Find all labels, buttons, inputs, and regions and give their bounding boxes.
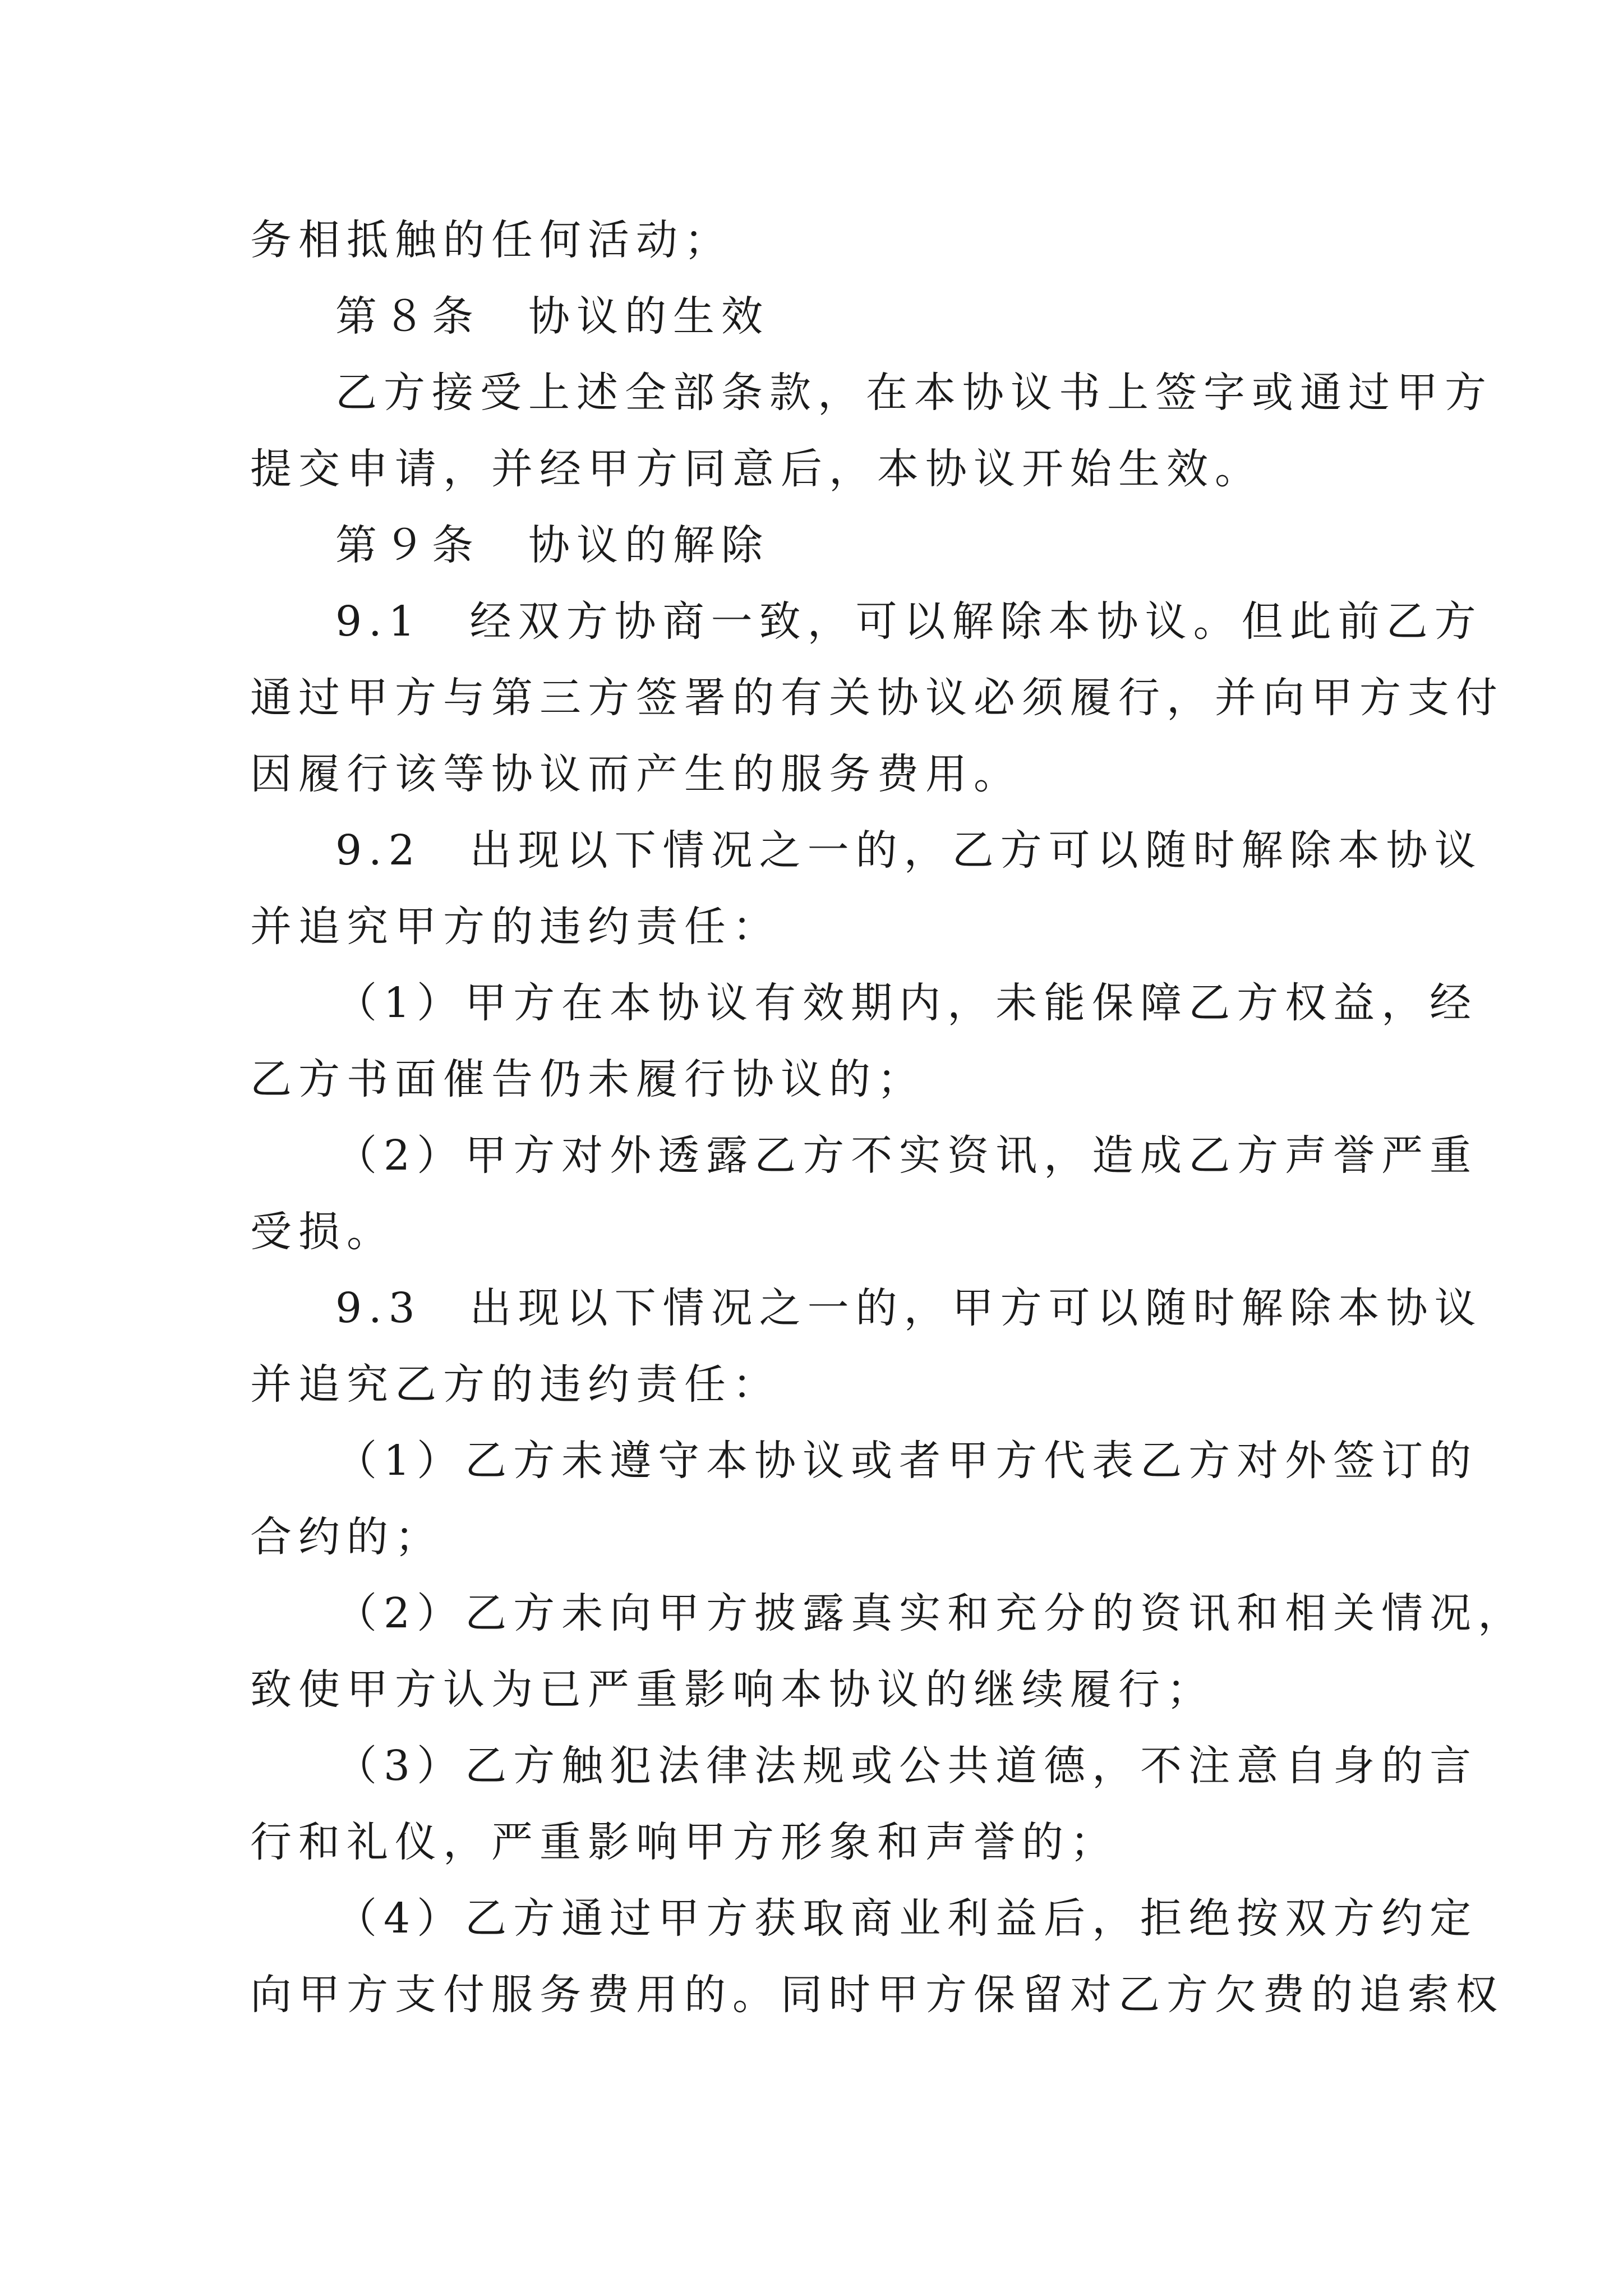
section-heading: 第９条 协议的解除 xyxy=(335,521,769,569)
text-line: 9.1 经双方协商一致，可以解除本协议。但此前乙方 xyxy=(335,597,1483,646)
text-line: 乙方接受上述全部条款，在本协议书上签字或通过甲方 xyxy=(335,369,1493,417)
text-line: 提交申请，并经甲方同意后，本协议开始生效。 xyxy=(250,445,1263,493)
list-item: （1）甲方在本协议有效期内，未能保障乙方权益，经 xyxy=(335,979,1478,1027)
list-item: （3）乙方触犯法律法规或公共道德，不注意自身的言 xyxy=(335,1742,1478,1790)
text-line: 合约的； xyxy=(250,1513,443,1561)
text-line: 并追究甲方的违约责任： xyxy=(250,903,781,951)
text-line: 因履行该等协议而产生的服务费用。 xyxy=(250,750,1022,798)
text-line: 务相抵触的任何活动； xyxy=(250,216,732,264)
list-item: （2）甲方对外透露乙方不实资讯，造成乙方声誉严重 xyxy=(335,1131,1478,1180)
text-line: 向甲方支付服务费用的。同时甲方保留对乙方欠费的追索权 xyxy=(250,1971,1504,2019)
list-item: （1）乙方未遵守本协议或者甲方代表乙方对外签订的 xyxy=(335,1437,1478,1485)
text-line: 乙方书面催告仍未履行协议的； xyxy=(250,1055,925,1103)
list-item: （2）乙方未向甲方披露真实和充分的资讯和相关情况， xyxy=(335,1589,1527,1637)
text-line: 受损。 xyxy=(250,1208,395,1256)
text-line: 9.2 出现以下情况之一的，乙方可以随时解除本协议 xyxy=(335,826,1483,875)
text-line: 行和礼仪，严重影响甲方形象和声誉的； xyxy=(250,1818,1118,1866)
text-line: 通过甲方与第三方签署的有关协议必须履行，并向甲方支付 xyxy=(250,674,1504,722)
section-heading: 第８条 协议的生效 xyxy=(335,292,769,341)
list-item: （4）乙方通过甲方获取商业利益后，拒绝按双方约定 xyxy=(335,1894,1478,1943)
text-line: 致使甲方认为已严重影响本协议的继续履行； xyxy=(250,1665,1215,1714)
document-body xyxy=(250,202,1527,2033)
text-line: 9.3 出现以下情况之一的，甲方可以随时解除本协议 xyxy=(335,1284,1483,1332)
text-line: 并追究乙方的违约责任： xyxy=(250,1360,781,1409)
